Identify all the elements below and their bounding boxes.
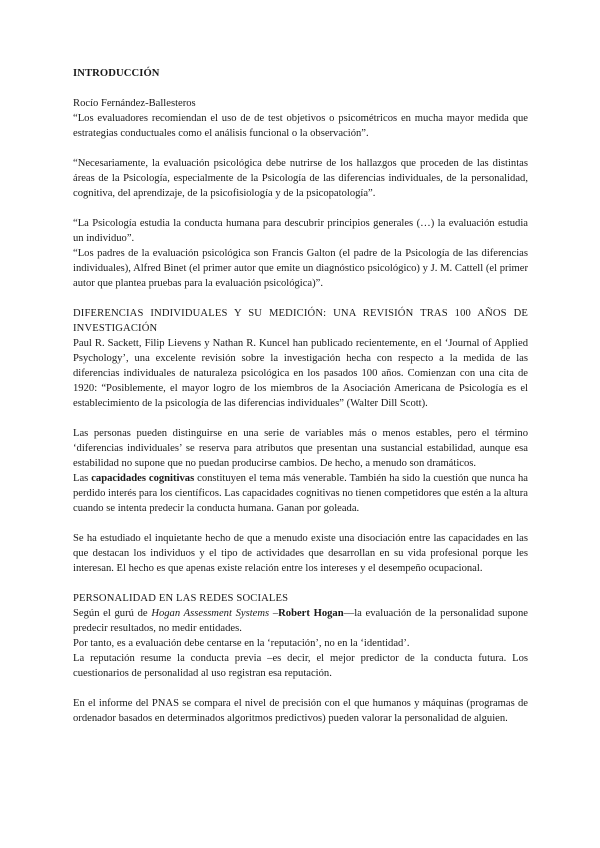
personalidad-heading: PERSONALIDAD EN LAS REDES SOCIALES <box>73 593 289 604</box>
intro-author: Rocío Fernández-Ballesteros <box>73 98 196 109</box>
personalidad-paragraph-4: En el informe del PNAS se compara el nivel de precisión con el que humanos y máquinas (programas de ordenador basados en determinados algoritmos predictivos) pueden valorar la personalidad de alguien. <box>73 698 528 724</box>
diferencias-paragraph-1: Paul R. Sackett, Filip Lievens y Nathan R. Kuncel han publicado recientemente, en el ‘Journal of Applied Psychology’, una excelente revisión sobre la investigación hecha con respecto a la medida de las diferencias individuales de naturaleza psicológica en los pasados 100 años. Comienzan con una cita de 1920: “Posiblemente, el mayor logro de los miembros de la Asociación Americana de Psicología es el establecimiento de la psicología de las diferencias individuales” (Walter Dill Scott). <box>73 338 528 409</box>
intro-heading: INTRODUCCIÓN <box>73 68 160 79</box>
intro-quote-2: “Necesariamente, la evaluación psicológica debe nutrirse de los hallazgos que proceden de las distintas áreas de la Psicología, especialmente de la Psicología de las diferencias individuales, de la personalidad, cognitiva, del aprendizaje, de la psicofisiología y de la psicopatología”. <box>73 158 528 199</box>
cognitive-abilities-term: capacidades cognitivas <box>91 473 195 484</box>
personalidad-paragraph-1 <box>73 606 528 636</box>
para3-rest: constituyen el tema más venerable. También ha sido la cuestión que nunca ha perdido interés para los científicos. Las capacidades cognitivas no tienen competidores que estén a la altura cuando se intenta predecir la conducta humana. Ganan por goleada. <box>73 473 528 514</box>
intro-quote-1: “Los evaluadores recomiendan el uso de de test objetivos o psicométricos en mucha mayor medida que estrategias conductuales como el análisis funcional o la observación”. <box>73 113 528 139</box>
diferencias-paragraph-3 <box>73 471 528 516</box>
personalidad-paragraph-3: La reputación resume la conducta previa –es decir, el mejor predictor de la conducta futura. Los cuestionarios de personalidad al uso registran esa reputación. <box>73 653 528 679</box>
intro-quote-3: “La Psicología estudia la conducta humana para descubrir principios generales (…) la evaluación estudia un individuo”. <box>73 218 528 244</box>
diferencias-paragraph-4: Se ha estudiado el inquietante hecho de que a menudo existe una disociación entre las capacidades en las que destacan los individuos y el tipo de actividades que desarrollan en su vida profesional porque les interesan. El hecho es que apenas existe relación entre los intereses y el desempeño ocupacional. <box>73 533 528 574</box>
robert-hogan: Robert Hogan <box>278 608 344 619</box>
p1-lead: Según el gurú de <box>73 608 152 619</box>
personalidad-paragraph-2: Por tanto, es a evaluación debe centarse en la ‘reputación’, no en la ‘identidad’. <box>73 638 410 649</box>
p1-rest: —la evaluación de la personalidad supone predecir resultados, no medir entidades. <box>73 608 528 634</box>
para3-lead: Las <box>73 473 92 484</box>
intro-quote-4: “Los padres de la evaluación psicológica son Francis Galton (el padre de la Psicología de las diferencias individuales), Alfred Binet (el primer autor que emite un diagnóstico psicológico) y J. M. Cattell (el primer autor que plantea pruebas para la evaluación psicológica)”. <box>73 248 528 289</box>
p1-dash: – <box>269 608 279 619</box>
document-page <box>73 66 528 726</box>
diferencias-paragraph-2: Las personas pueden distinguirse en una serie de variables más o menos estables, pero el término ‘diferencias individuales’ se reserva para atributos que presentan una sustancial estabilidad, aunque esa estabilidad no supone que no puedan producirse cambios. De hecho, a menudo son dramáticos. <box>73 428 528 469</box>
hogan-company: Hogan Assessment Systems <box>151 608 270 619</box>
diferencias-heading: DIFERENCIAS INDIVIDUALES Y SU MEDICIÓN: UNA REVISIÓN TRAS 100 AÑOS DE INVESTIGACIÓN <box>73 308 528 334</box>
